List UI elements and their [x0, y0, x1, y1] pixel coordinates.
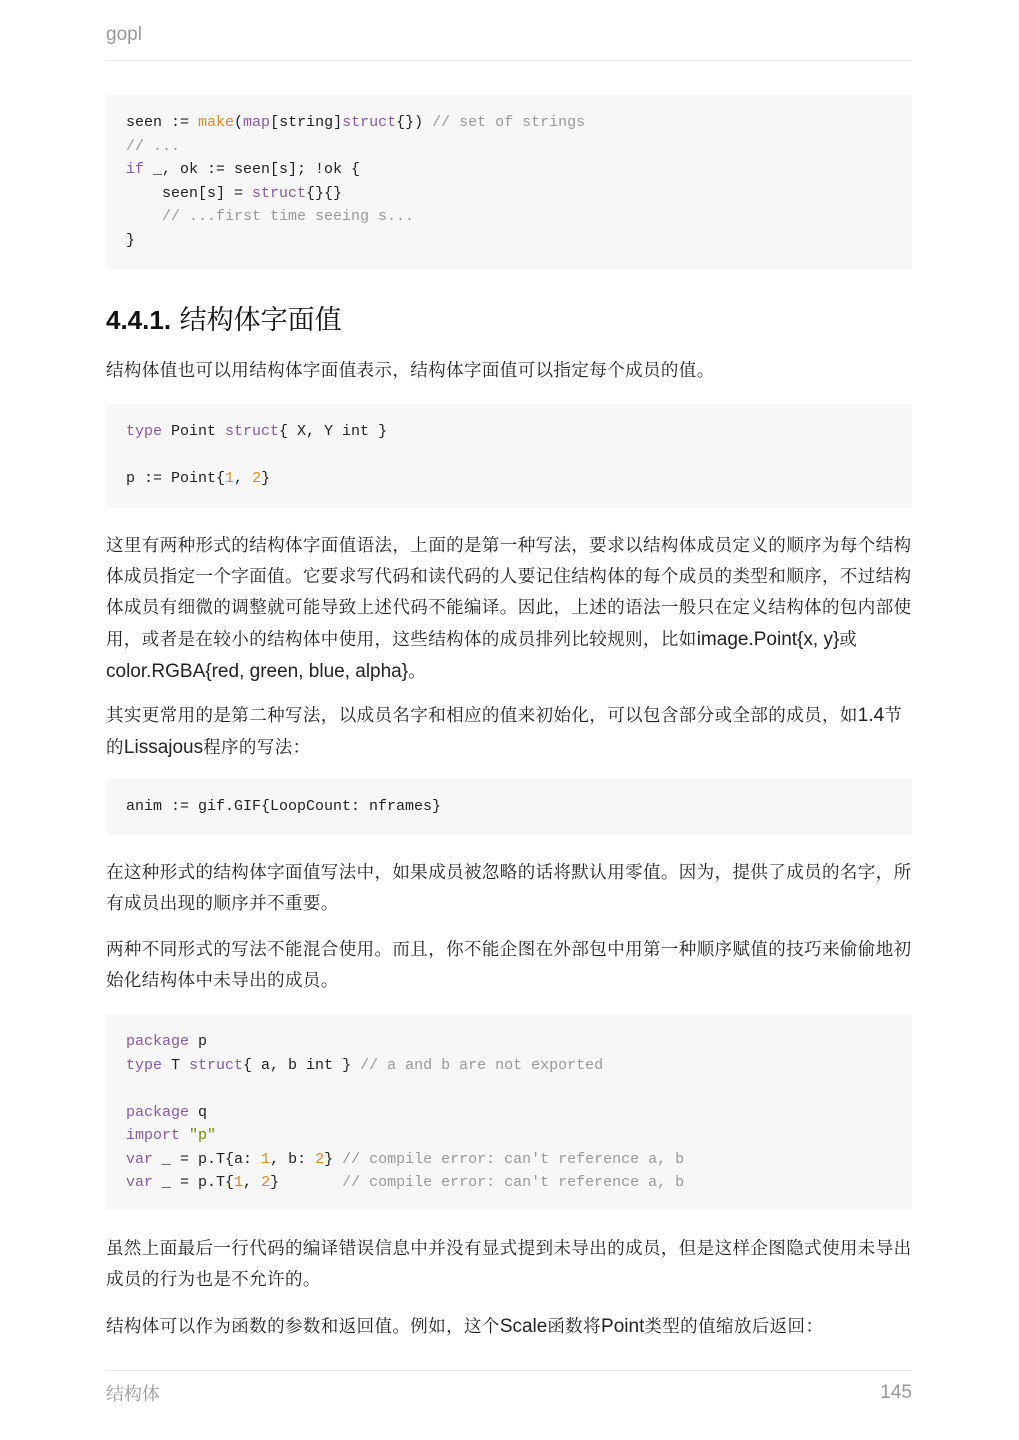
footer-chapter: 结构体 — [106, 1384, 160, 1405]
code-text: seen := — [126, 114, 199, 131]
inline-code: Lissajous — [123, 737, 204, 758]
code-line: anim := gif.GIF{LoopCount: nframes} — [126, 798, 442, 815]
paragraph: 在这种形式的结构体字面值写法中，如果成员被忽略的话将默认用零值。因为，提供了成员的名字，所有成员出现的顺序并不重要。 — [106, 863, 912, 914]
code-text: T — [162, 1056, 190, 1074]
code-text: seen[s] = — [126, 184, 253, 202]
code-block-unexported-fields — [106, 1014, 912, 1210]
paragraph-text: 程序的写法： — [203, 738, 311, 758]
code-block-gif-literal — [106, 779, 912, 835]
code-string: "p" — [189, 1127, 217, 1144]
code-line — [126, 1148, 892, 1172]
paragraph-text: 其实更常用的是第二种写法，以成员名字和相应的值来初始化，可以包含部分或全部的成员，如 — [106, 706, 858, 726]
paragraph-text: 类型的值缩放后返回： — [644, 1317, 824, 1337]
code-number: 2 — [315, 1150, 325, 1168]
code-keyword: package — [126, 1103, 190, 1121]
code-keyword: var — [126, 1150, 154, 1168]
code-line — [126, 111, 892, 135]
section-title: 结构体字面值 — [179, 305, 342, 336]
paragraph: 虽然上面最后一行代码的编译错误信息中并没有显式提到未导出的成员，但是这样企图隐式使用未导出成员的行为也是不允许的。 — [106, 1239, 912, 1290]
page-number: 145 — [880, 1382, 912, 1403]
inline-code: image.Point{x, y} — [696, 629, 840, 650]
code-line — [126, 1171, 892, 1195]
code-keyword: struct — [225, 423, 280, 440]
paragraph-text: 函数将 — [547, 1317, 602, 1337]
code-keyword: struct — [342, 114, 397, 131]
code-text: { X, Y int } — [279, 423, 388, 440]
code-text: , b: — [270, 1150, 316, 1168]
code-keyword: struct — [252, 184, 307, 202]
code-number: 2 — [252, 470, 262, 487]
code-keyword: map — [243, 114, 271, 131]
code-line — [126, 1054, 892, 1078]
code-line — [126, 1101, 892, 1125]
paragraph: 两种不同形式的写法不能混合使用。而且，你不能企图在外部包中用第一种顺序赋值的技巧来偷偷地初始化结构体中未导出的成员。 — [106, 940, 912, 991]
code-text: Point — [162, 423, 226, 440]
code-comment: // ...first time seeing s... — [126, 208, 415, 225]
code-text: } — [270, 1174, 343, 1191]
code-number: 1 — [261, 1150, 271, 1168]
code-text: { a, b int } — [243, 1056, 361, 1074]
inline-code: Point — [601, 1316, 645, 1337]
code-text: , — [243, 1174, 262, 1191]
paragraph-text: 节的 — [106, 706, 903, 758]
code-line — [126, 1077, 892, 1101]
code-line — [126, 467, 892, 491]
header-title: gopl — [106, 24, 142, 45]
code-line — [126, 135, 892, 159]
code-keyword: var — [126, 1174, 154, 1191]
code-text: ( — [234, 114, 244, 131]
code-line — [126, 420, 892, 444]
section-heading — [106, 298, 342, 337]
code-comment: // set of strings — [432, 114, 586, 131]
code-comment: // compile error: can't reference a, b — [342, 1174, 685, 1191]
paragraph-text: 结构体可以作为函数的参数和返回值。例如，这个 — [106, 1317, 500, 1337]
code-text: {}) — [396, 114, 433, 131]
code-line — [126, 158, 892, 182]
code-line — [126, 444, 892, 468]
code-block-point-literal — [106, 404, 912, 508]
code-number: 1 — [234, 1174, 244, 1191]
code-comment: // ... — [126, 137, 181, 155]
code-keyword: struct — [189, 1056, 244, 1074]
paragraph — [106, 531, 912, 688]
code-text: _, ok := seen[s]; !ok { — [144, 161, 361, 178]
code-keyword: type — [126, 1056, 163, 1074]
code-number: 2 — [261, 1174, 271, 1191]
paragraph-text: 这里有两种形式的结构体字面值语法，上面的是第一种写法，要求以结构体成员定义的顺序为每个结构体成员指定一个字面值。它要求写代码和读代码的人要记住结构体的每个成员的类型和顺序，不过结构体成员有细微的调整就可能导致上述代码不能编译。因此，上述的语法一般只在定义结构体的包内部使用，或者是在较小的结构体中使用，这些结构体的成员排列比较规则，比如 — [106, 536, 912, 650]
inline-code: color.RGBA{red, green, blue, alpha} — [106, 661, 409, 682]
paragraph-text: 或 — [839, 630, 858, 650]
code-comment: // compile error: can't reference a, b — [342, 1150, 685, 1168]
code-text — [180, 1127, 189, 1144]
footer-divider — [106, 1370, 912, 1371]
paragraph-text: 。 — [408, 662, 426, 682]
code-keyword: type — [126, 423, 163, 440]
code-line — [126, 1030, 892, 1054]
header-divider — [106, 60, 912, 61]
paragraph — [106, 1311, 912, 1343]
code-text: } — [126, 231, 136, 249]
code-line — [126, 182, 892, 206]
code-line — [126, 205, 892, 229]
inline-code: 1.4 — [857, 705, 885, 726]
code-text: q — [189, 1103, 208, 1121]
code-text: {}{} — [306, 184, 343, 202]
code-block-set-of-strings — [106, 95, 912, 269]
inline-code: Scale — [499, 1316, 548, 1337]
code-text: , — [234, 470, 253, 487]
code-text: _ = p.T{ — [153, 1174, 235, 1191]
paragraph: 结构体值也可以用结构体字面值表示，结构体字面值可以指定每个成员的值。 — [106, 361, 715, 381]
code-comment: // a and b are not exported — [360, 1056, 604, 1074]
code-text: [string] — [270, 114, 343, 131]
code-text: p := Point{ — [126, 470, 226, 487]
code-text: } — [324, 1150, 343, 1168]
code-builtin: make — [198, 114, 235, 131]
paragraph — [106, 700, 912, 764]
code-text: p — [189, 1033, 208, 1050]
code-text: _ = p.T{a: — [153, 1150, 262, 1168]
code-number: 1 — [225, 470, 235, 487]
code-keyword: if — [126, 161, 145, 178]
section-number: 4.4.1. — [106, 305, 172, 335]
code-keyword: import — [126, 1127, 181, 1144]
code-text: } — [261, 470, 271, 487]
code-line — [126, 1124, 892, 1148]
code-keyword: package — [126, 1033, 190, 1050]
code-line — [126, 229, 892, 253]
